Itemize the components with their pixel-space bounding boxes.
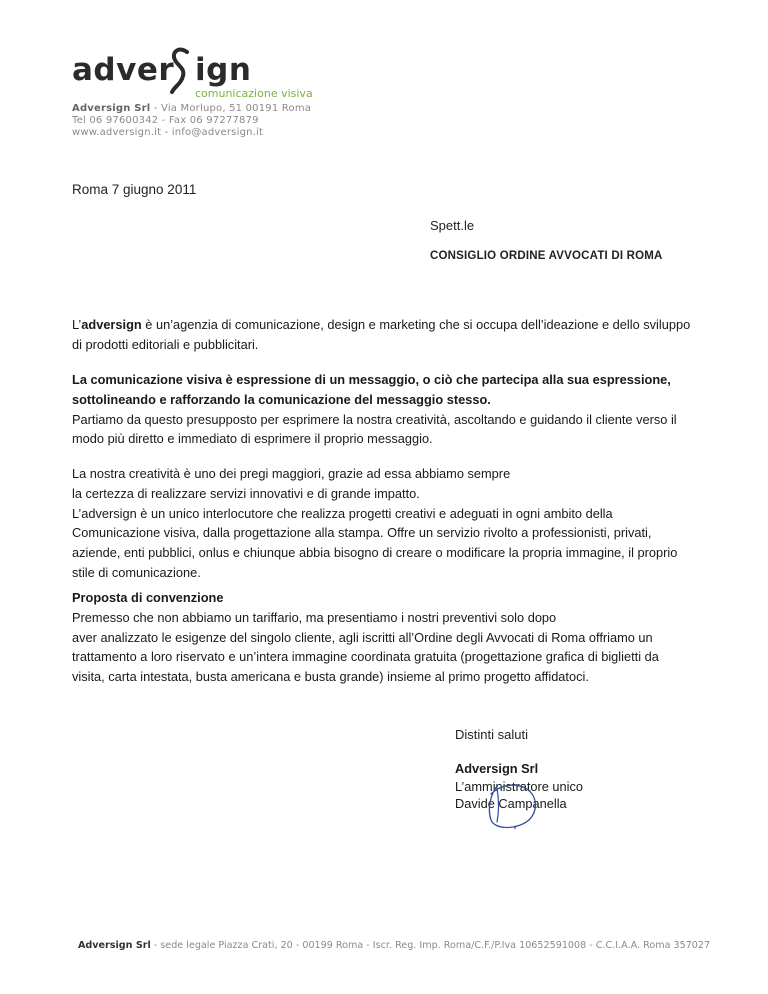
recipient-salutation: Spett.le: [430, 218, 475, 233]
paragraph-line: aver analizzato le esigenze del singolo cliente, agli iscritti all’Ordine degli Avvocati di Roma offriamo un: [72, 629, 653, 645]
brand-name: adversign: [81, 317, 142, 332]
contact-company: Adversign Srl: [72, 103, 151, 114]
paragraph-bold-line: La comunicazione visiva è espressione di un messaggio, o ciò che partecipa alla sua espressione,: [72, 372, 671, 387]
signature-role: L’amministratore unico: [455, 778, 584, 794]
contact-address-line: [72, 103, 311, 115]
paragraph-line: di prodotti editoriali e pubblicitari.: [72, 336, 259, 352]
paragraph-bold-line: sottolineando e rafforzando la comunicazione del messaggio stesso.: [72, 391, 491, 407]
closing-greeting: Distinti saluti: [455, 727, 528, 742]
paragraph-visual-communication: [72, 370, 702, 449]
logo-s-glyph-icon: [169, 46, 191, 96]
signature-name: Davide Campanella: [455, 796, 567, 811]
paragraph-line: stile di comunicazione.: [72, 564, 201, 580]
paragraph-line: aziende, enti pubblici, onlus e chiunque abbia bisogno di creare o modificare la propria immagine, il proprio: [72, 545, 678, 561]
proposal-heading: Proposta di convenzione: [72, 590, 224, 605]
logo-text-ign: ign: [195, 52, 252, 88]
recipient-name: CONSIGLIO ORDINE AVVOCATI DI ROMA: [430, 250, 663, 262]
logo-text-adver: adver: [72, 52, 175, 88]
footer-legal-info: [78, 940, 710, 951]
paragraph-proposal: [72, 588, 702, 687]
paragraph-line: visita, carta intestata, busta americana e busta grande) insieme al primo progetto affidatoci.: [72, 669, 589, 685]
letter-date: Roma 7 giugno 2011: [72, 182, 197, 197]
handwritten-signature-icon: [477, 780, 547, 832]
paragraph-creativity: [72, 464, 702, 583]
footer-company: Adversign Srl: [78, 940, 151, 951]
contact-address: - Via Morlupo, 51 00191 Roma: [150, 103, 312, 114]
contact-info: [72, 103, 311, 139]
paragraph-intro: [72, 315, 702, 355]
company-logo: [72, 44, 313, 100]
footer-details: - sede legale Piazza Crati, 20 - 00199 Roma - Iscr. Reg. Imp. Roma/C.F./P.Iva 10652591008 - C.C.I.A.A. Roma 357027: [150, 940, 711, 951]
paragraph-line: modo più diretto e immediato di esprimere il proprio messaggio.: [72, 431, 433, 447]
paragraph-line: la certezza di realizzare servizi innovativi e di grande impatto.: [72, 485, 420, 501]
contact-web-mail: www.adversign.it - info@adversign.it: [72, 127, 264, 138]
paragraph-line: Comunicazione visiva, dalla progettazione alla stampa. Offre un servizio rivolto a professionisti, privati,: [72, 525, 652, 541]
contact-phone-fax: Tel 06 97600342 - Fax 06 97277879: [72, 115, 259, 126]
paragraph-line: Premesso che non abbiamo un tariffario, ma presentiamo i nostri preventivi solo dopo: [72, 609, 557, 625]
text-span: è un’agenzia di comunicazione, design e marketing che si occupa dell’ideazione e dello sviluppo: [141, 317, 691, 332]
paragraph-line: [72, 315, 702, 335]
paragraph-line: L’adversign è un unico interlocutore che realizza progetti creativi e adeguati in ogni ambito della: [72, 505, 613, 521]
text-span: L’: [72, 317, 82, 332]
signature-company: Adversign Srl: [455, 761, 539, 776]
paragraph-line: La nostra creatività è uno dei pregi maggiori, grazie ad essa abbiamo sempre: [72, 466, 511, 481]
paragraph-line: trattamento a loro riservato e un’intera immagine coordinata gratuita (progettazione grafica di biglietti da: [72, 649, 659, 665]
logo-tagline: comunicazione visiva: [195, 87, 313, 100]
paragraph-line: Partiamo da questo presupposto per esprimere la nostra creatività, ascoltando e guidando il cliente verso il: [72, 411, 677, 427]
